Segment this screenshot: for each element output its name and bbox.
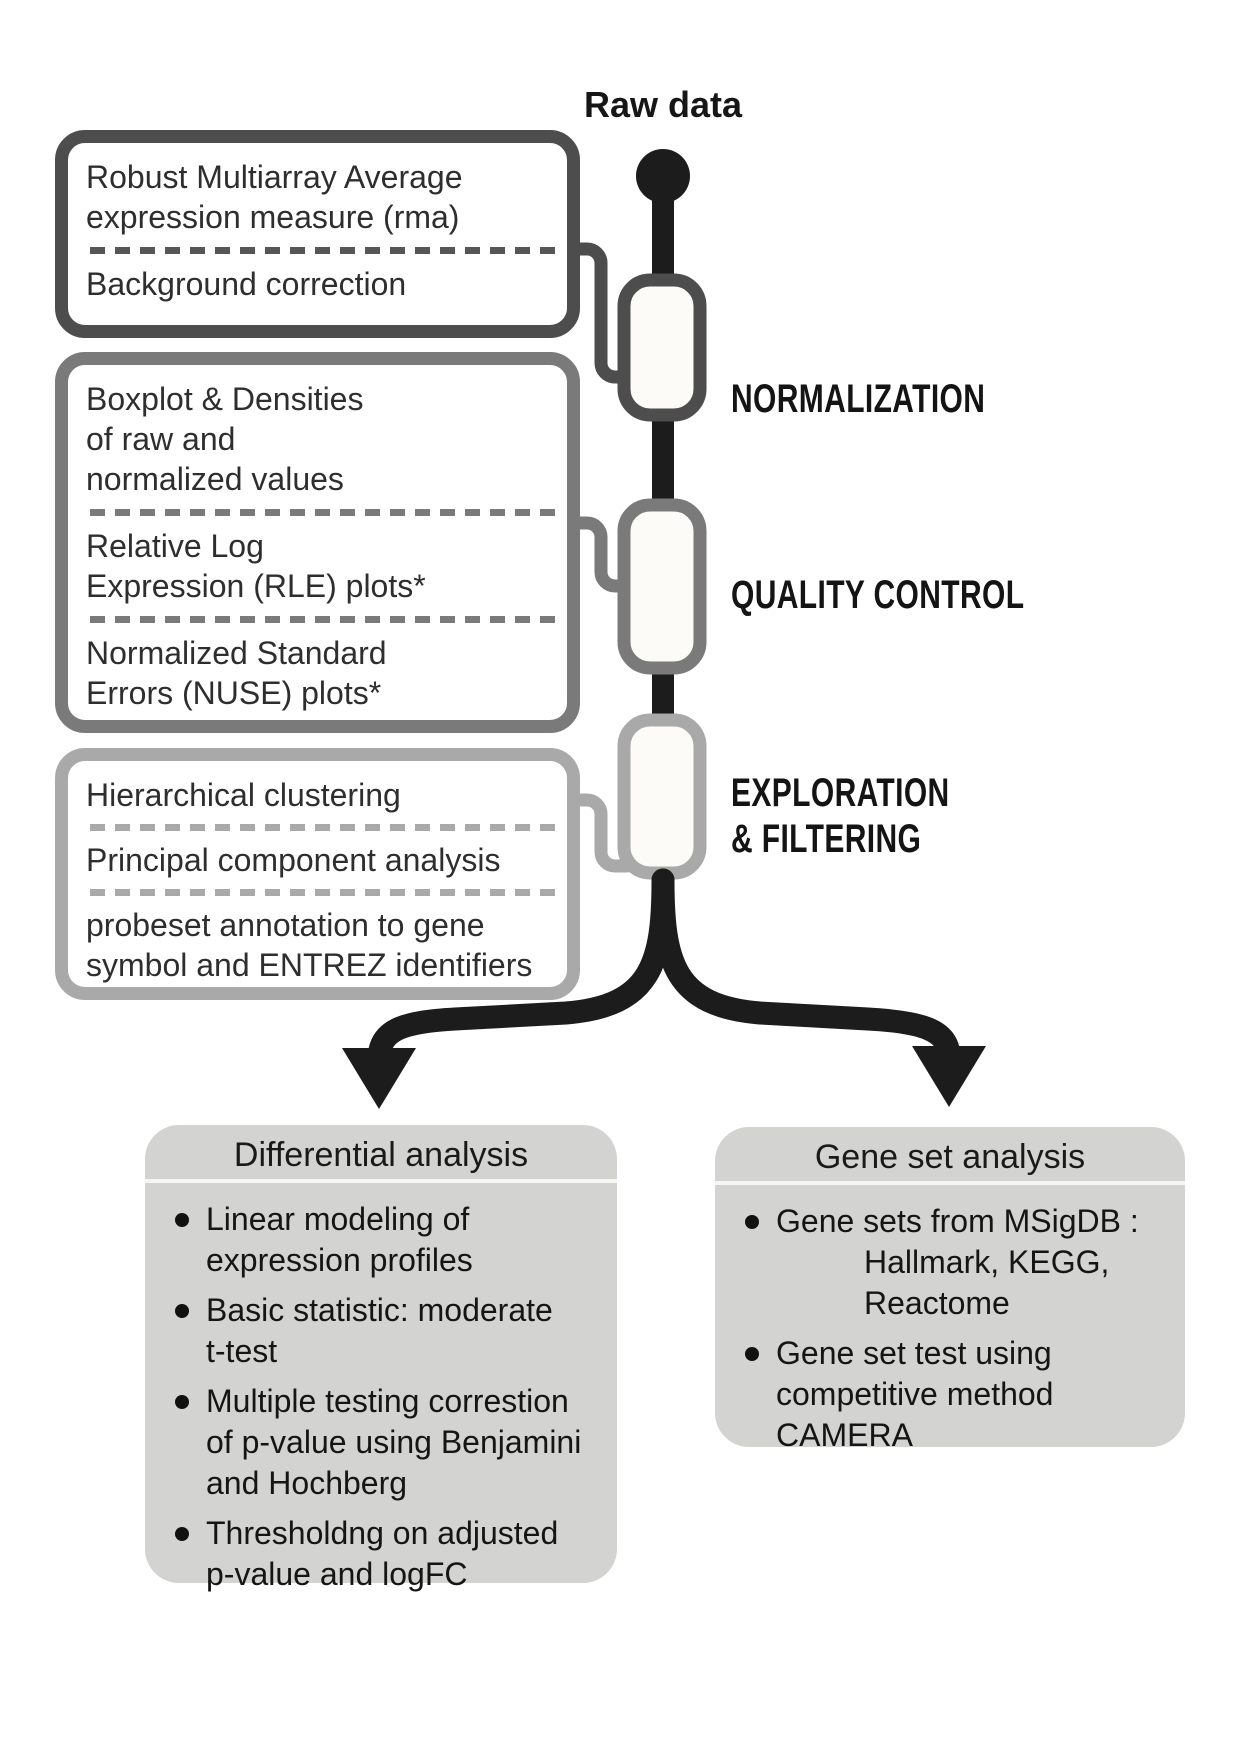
process-step xyxy=(86,262,559,306)
bullet-text-line: t-test xyxy=(206,1333,278,1369)
bullet-icon xyxy=(175,1213,189,1227)
stage-label-quality-control xyxy=(731,572,1024,618)
process-step-line: normalized values xyxy=(86,461,344,497)
bullet-text-line: Gene sets from MSigDB : xyxy=(776,1203,1139,1239)
process-box-normalization xyxy=(55,130,580,338)
bullet-text-line: and Hochberg xyxy=(206,1465,408,1501)
bullet-text xyxy=(206,1381,581,1504)
stage-label-line: NORMALIZATION xyxy=(731,377,986,421)
arrowhead-left-icon xyxy=(342,1048,416,1109)
process-step xyxy=(86,903,559,987)
dashed-divider xyxy=(90,247,555,254)
dashed-divider xyxy=(90,509,555,516)
process-step-line: Relative Log xyxy=(86,528,264,564)
bullet-text-line: competitive method xyxy=(776,1376,1054,1412)
bullet-icon xyxy=(175,1527,189,1541)
process-step-line: Errors (NUSE) plots* xyxy=(86,675,382,711)
process-box-exploration-content xyxy=(86,773,559,987)
process-step-line: probeset annotation to gene xyxy=(86,907,485,943)
process-step-line: expression measure (rma) xyxy=(86,199,460,235)
process-step xyxy=(86,773,559,817)
bullet-item xyxy=(175,1199,607,1281)
bullet-text xyxy=(206,1513,558,1595)
process-step xyxy=(86,155,559,239)
process-step-line: Expression (RLE) plots* xyxy=(86,568,426,604)
bullet-text xyxy=(776,1333,1053,1456)
process-step-line: Background correction xyxy=(86,266,407,302)
bullet-text-line: p-value and logFC xyxy=(206,1556,468,1592)
process-box-exploration xyxy=(55,748,580,1000)
stage-label-line: EXPLORATION xyxy=(731,771,950,815)
bullet-text-line: CAMERA xyxy=(776,1417,913,1453)
raw-data-label: Raw data xyxy=(583,84,743,125)
bullet-icon xyxy=(745,1215,759,1229)
bullet-icon xyxy=(745,1347,759,1361)
bullet-text-line: Basic statistic: moderate xyxy=(206,1292,553,1328)
bullet-list xyxy=(145,1183,617,1595)
raw-data-node xyxy=(636,149,690,203)
dashed-divider xyxy=(90,824,555,831)
stage-label-line: & FILTERING xyxy=(731,817,922,861)
bullet-text xyxy=(206,1199,473,1281)
bullet-list xyxy=(715,1185,1185,1456)
bullet-item xyxy=(745,1333,1175,1456)
bullet-text-line: Hallmark, KEGG, xyxy=(864,1244,1110,1280)
process-box-quality-control xyxy=(55,352,580,733)
bullet-text-line: expression profiles xyxy=(206,1242,473,1278)
process-box-normalization-content xyxy=(86,155,559,306)
dashed-divider xyxy=(90,616,555,623)
bullet-text-line: of p-value using Benjamini xyxy=(206,1424,582,1460)
branch-right xyxy=(663,880,949,1056)
bullet-text-line: Thresholdng on adjusted xyxy=(206,1515,559,1551)
bullet-text-line: Linear modeling of xyxy=(206,1201,470,1237)
process-step-line: symbol and ENTREZ identifiers xyxy=(86,947,533,983)
process-step-line: Normalized Standard xyxy=(86,635,387,671)
panel-gene-set-analysis xyxy=(715,1127,1185,1453)
arrowhead-right-icon xyxy=(912,1046,986,1107)
stage-label-exploration xyxy=(731,770,950,862)
process-step-line: Principal component analysis xyxy=(86,842,501,878)
stage-label-normalization xyxy=(731,376,985,422)
process-step-line: Boxplot & Densities xyxy=(86,381,364,417)
exploration-pill xyxy=(624,720,700,873)
bullet-icon xyxy=(175,1304,189,1318)
panel-title: Differential analysis xyxy=(145,1125,617,1183)
bullet-text-line: Gene set test using xyxy=(776,1335,1052,1371)
process-step-line: of raw and xyxy=(86,421,236,457)
bullet-text-line: Reactome xyxy=(864,1285,1010,1321)
bullet-item xyxy=(175,1513,607,1595)
bullet-text xyxy=(206,1290,553,1372)
process-step xyxy=(86,524,559,608)
process-step-line: Robust Multiarray Average xyxy=(86,159,463,195)
bullet-item xyxy=(175,1381,607,1504)
dashed-divider xyxy=(90,889,555,896)
panel-differential-analysis xyxy=(145,1125,617,1592)
process-step-line: Hierarchical clustering xyxy=(86,777,401,813)
panel-title: Gene set analysis xyxy=(715,1127,1185,1185)
bullet-item xyxy=(745,1201,1175,1324)
stage-label-line: QUALITY CONTROL xyxy=(731,573,1025,617)
quality-control-pill xyxy=(624,505,700,668)
process-step xyxy=(86,377,559,501)
process-step xyxy=(86,631,559,715)
bullet-icon xyxy=(175,1395,189,1409)
process-box-quality-control-content xyxy=(86,377,559,715)
bullet-text xyxy=(776,1201,1139,1324)
process-step xyxy=(86,838,559,882)
bullet-item xyxy=(175,1290,607,1372)
bullet-text-line: Multiple testing correstion xyxy=(206,1383,569,1419)
normalization-pill xyxy=(624,280,700,415)
